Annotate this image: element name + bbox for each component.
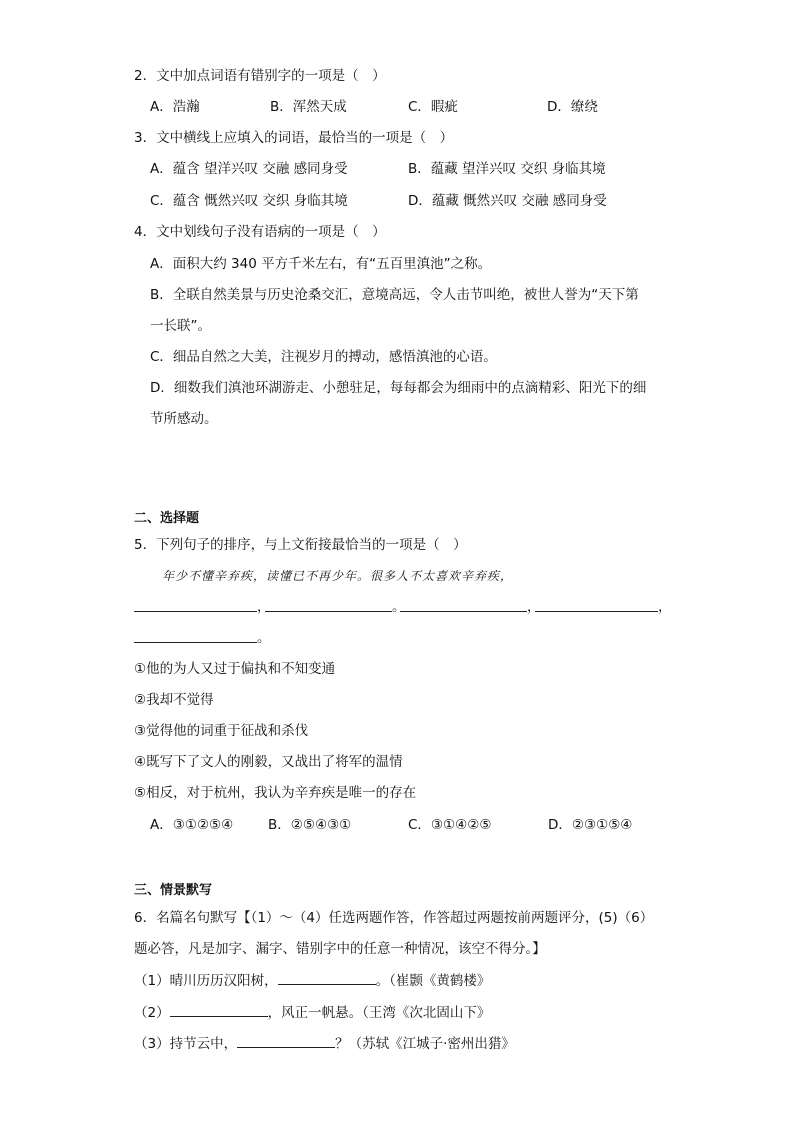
- q5-stem: 5．下列句子的排序，与上文衔接最恰当的一项是（ ）: [134, 537, 467, 553]
- q6-stem-line1: 6．名篇名句默写【（1）～（4）任选两题作答，作答超过两题按前两题评分，(5)（6）: [134, 910, 654, 926]
- q2-stem: 2．文中加点词语有错别字的一项是（ ）: [134, 68, 386, 84]
- q5-item-4: ④既写下了文人的刚毅，又战出了将军的温情: [134, 754, 403, 770]
- q4-option-a: A．面积大约 340 平方千米左右，有“五百里滇池”之称。: [150, 256, 492, 272]
- q5-punct-5: 。: [257, 630, 271, 646]
- q4-option-d-line2: 节所感动。: [150, 411, 218, 427]
- q5-punct-2: 。: [392, 599, 406, 615]
- q3-stem: 3．文中横线上应填入的词语，最恰当的一项是（ ）: [134, 130, 454, 146]
- q6-blank-1[interactable]: [278, 970, 376, 985]
- q6-s2-prefix: （2）: [134, 1005, 170, 1021]
- q2-option-a: A．浩瀚: [150, 99, 200, 115]
- q6-sentence-1: [134, 970, 490, 991]
- q2-option-d: D．缭绕: [547, 99, 598, 115]
- q6-s2-suffix: ，风正一帆悬。（王湾《次北固山下》: [267, 1005, 491, 1021]
- section-3-heading: 三、情景默写: [134, 883, 213, 898]
- q5-item-3: ③觉得他的词重于征战和杀伐: [134, 723, 309, 739]
- q5-punct-1: ，: [257, 599, 271, 615]
- q3-option-c: C．蕴含 慨然兴叹 交织 身临其境: [150, 193, 348, 209]
- q5-blank-3[interactable]: [400, 597, 527, 612]
- q5-option-b: B．②⑤④③①: [268, 817, 352, 833]
- q6-s1-prefix: （1）晴川历历汉阳树，: [134, 973, 278, 989]
- q6-s3-suffix: ？（苏轼《江城子·密州出猎》: [335, 1036, 515, 1052]
- q3-option-a: A．蕴含 望洋兴叹 交融 感同身受: [150, 161, 348, 177]
- q5-option-c: C．③①④②⑤: [408, 817, 492, 833]
- q4-option-c: C．细品自然之大美，注视岁月的搏动，感悟滇池的心语。: [150, 349, 497, 365]
- q5-option-a: A．③①②⑤④: [150, 817, 234, 833]
- section-2-heading: 二、选择题: [134, 511, 200, 526]
- q4-option-b-line1: B．全联自然美景与历史沧桑交汇，意境高远，令人击节叫绝，被世人誉为“天下第: [150, 287, 639, 303]
- q2-option-c: C．暇疵: [408, 99, 458, 115]
- q2-option-b: B．浑然天成: [270, 99, 347, 115]
- q6-sentence-2: [134, 1002, 490, 1023]
- q6-blank-3[interactable]: [237, 1033, 335, 1048]
- q6-s3-prefix: （3）持节云中，: [134, 1036, 238, 1052]
- q5-punct-4: ，: [658, 599, 672, 615]
- q3-option-b: B．蕴藏 望洋兴叹 交织 身临其境: [408, 161, 606, 177]
- q3-option-d: D．蕴藏 慨然兴叹 交融 感同身受: [408, 193, 607, 209]
- q5-item-2: ②我却不觉得: [134, 692, 214, 708]
- q4-option-b-line2: 一长联”。: [150, 318, 211, 334]
- q5-item-1: ①他的为人又过于偏执和不知变通: [134, 661, 336, 677]
- q5-blank-2[interactable]: [265, 597, 392, 612]
- q5-blank-4[interactable]: [535, 597, 658, 612]
- q4-stem: 4．文中划线句子没有语病的一项是（ ）: [134, 224, 386, 240]
- q6-sentence-3: [134, 1033, 515, 1054]
- q4-option-d-line1: D．细数我们滇池环湖游走、小憩驻足，每每都会为细雨中的点滴精彩、阳光下的细: [150, 380, 647, 396]
- q5-lead-sentence: 年少不懂辛弃疾，读懂已不再少年。很多人不太喜欢辛弃疾，: [162, 569, 514, 583]
- q5-blank-5[interactable]: [134, 628, 257, 643]
- q6-s1-suffix: 。（崔颢《黄鹤楼》: [375, 973, 491, 989]
- q6-blank-2[interactable]: [170, 1002, 268, 1017]
- q6-stem-line2: 题必答，凡是加字、漏字、错别字中的任意一种情况，该空不得分。】: [134, 941, 546, 957]
- q5-option-d: D．②③①⑤④: [548, 817, 633, 833]
- q5-blank-1[interactable]: [134, 597, 257, 612]
- q5-item-5: ⑤相反，对于杭州，我认为辛弃疾是唯一的存在: [134, 785, 417, 801]
- q5-punct-3: ，: [527, 599, 541, 615]
